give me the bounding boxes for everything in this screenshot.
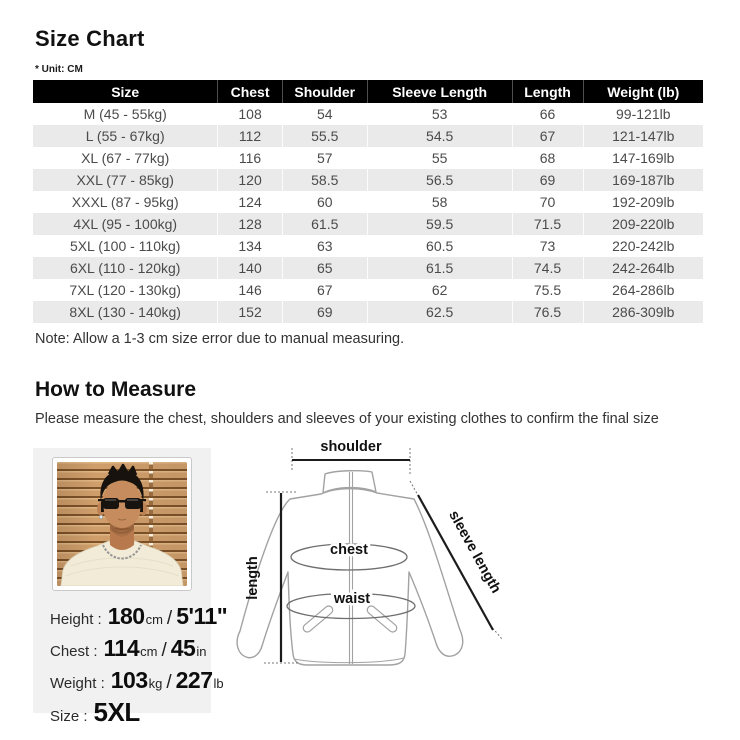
value-cell: 62: [367, 279, 512, 301]
value-cell: 112: [218, 125, 282, 147]
how-to-measure-subtitle: Please measure the chest, shoulders and sleeves of your existing clothes to confirm the final size: [35, 411, 659, 427]
size-cell: 7XL (120 - 130kg): [69, 282, 181, 298]
size-cell: 4XL (95 - 100kg): [73, 216, 178, 232]
value-cell: 61.5: [282, 213, 367, 235]
model-info-panel: [33, 448, 228, 727]
model-stat-chest: [50, 636, 211, 664]
value-cell: 63: [282, 235, 367, 257]
stat-value-metric: 103: [110, 667, 148, 693]
value-cell: 120: [218, 169, 282, 191]
value-cell: 128: [218, 213, 282, 235]
size-cell: XXL (77 - 85kg): [76, 172, 174, 188]
size-cell: XL (67 - 77kg): [81, 150, 170, 166]
value-cell: 71.5: [512, 213, 583, 235]
model-stats: [33, 591, 228, 729]
stat-unit-imperial: lb: [213, 676, 224, 691]
column-header-3: Sleeve Length: [367, 80, 512, 103]
size-cell: M (45 - 55kg): [83, 106, 167, 122]
value-cell: 108: [218, 103, 282, 125]
value-cell: 75.5: [512, 279, 583, 301]
value-cell: 124: [218, 191, 282, 213]
column-header-4: Length: [512, 80, 583, 103]
stat-unit-metric: cm: [145, 612, 163, 627]
value-cell: 70: [512, 191, 583, 213]
stat-label: Chest :: [50, 643, 98, 660]
size-table: [33, 80, 703, 323]
table-row: [33, 103, 703, 125]
length-label: length: [245, 556, 261, 600]
value-cell: 69: [512, 169, 583, 191]
stat-value-imperial: 45: [170, 635, 196, 661]
value-cell: 99-121lb: [583, 103, 703, 125]
value-cell: 57: [282, 147, 367, 169]
value-cell: 61.5: [367, 257, 512, 279]
value-cell: 56.5: [367, 169, 512, 191]
stat-unit-metric: cm: [140, 644, 158, 659]
value-cell: 66: [512, 103, 583, 125]
column-header-0: Size: [33, 80, 218, 103]
table-row: [33, 147, 703, 169]
table-note: Note: Allow a 1-3 cm size error due to manual measuring.: [35, 331, 405, 347]
size-cell: L (55 - 67kg): [85, 128, 165, 144]
value-cell: 121-147lb: [583, 125, 703, 147]
stat-label: Weight :: [50, 675, 105, 692]
garment-measure-diagram: [230, 435, 515, 720]
value-cell: 192-209lb: [583, 191, 703, 213]
table-row: [33, 213, 703, 235]
stat-value-metric: 114: [103, 635, 140, 661]
value-cell: 54: [282, 103, 367, 125]
value-cell: 59.5: [367, 213, 512, 235]
value-cell: 68: [512, 147, 583, 169]
stat-value-metric: 180: [107, 603, 145, 629]
value-cell: 116: [218, 147, 282, 169]
model-portrait-drawing: [57, 462, 187, 586]
value-cell: 242-264lb: [583, 257, 703, 279]
table-row: [33, 257, 703, 279]
value-cell: 286-309lb: [583, 301, 703, 323]
value-cell: 146: [218, 279, 282, 301]
table-row: [33, 125, 703, 147]
size-cell: 6XL (110 - 120kg): [69, 260, 181, 276]
value-cell: 58.5: [282, 169, 367, 191]
stat-separator: /: [166, 672, 172, 693]
value-cell: 69: [282, 301, 367, 323]
value-cell: 73: [512, 235, 583, 257]
page-title: Size Chart: [35, 26, 145, 51]
table-row: [33, 301, 703, 323]
shoulder-label: shoulder: [320, 439, 382, 455]
table-row: [33, 279, 703, 301]
value-cell: 67: [512, 125, 583, 147]
size-cell: 5XL (100 - 110kg): [69, 238, 181, 254]
stat-value-imperial: 227: [175, 667, 213, 693]
value-cell: 209-220lb: [583, 213, 703, 235]
size-chart-page: [0, 26, 740, 740]
stat-value-imperial: 5'11": [176, 603, 228, 629]
stat-separator: /: [166, 608, 173, 629]
value-cell: 147-169lb: [583, 147, 703, 169]
model-photo: [52, 457, 192, 591]
stat-label: Height :: [50, 611, 102, 628]
value-cell: 60: [282, 191, 367, 213]
value-cell: 55: [367, 147, 512, 169]
value-cell: 152: [218, 301, 282, 323]
value-cell: 220-242lb: [583, 235, 703, 257]
value-cell: 67: [282, 279, 367, 301]
value-cell: 65: [282, 257, 367, 279]
value-cell: 169-187lb: [583, 169, 703, 191]
stat-unit-metric: kg: [148, 676, 163, 691]
value-cell: 62.5: [367, 301, 512, 323]
stat-value-imperial: 5XL: [93, 697, 140, 727]
measure-section: [33, 439, 740, 727]
stat-separator: /: [161, 640, 167, 661]
value-cell: 76.5: [512, 301, 583, 323]
table-row: [33, 235, 703, 257]
column-header-5: Weight (lb): [583, 80, 703, 103]
value-cell: 140: [218, 257, 282, 279]
sleeve-length-label: sleeve length: [445, 508, 504, 597]
column-header-1: Chest: [218, 80, 282, 103]
column-header-2: Shoulder: [282, 80, 367, 103]
value-cell: 264-286lb: [583, 279, 703, 301]
table-row: [33, 169, 703, 191]
value-cell: 58: [367, 191, 512, 213]
size-cell: XXXL (87 - 95kg): [71, 194, 179, 210]
unit-note: * Unit: CM: [35, 64, 83, 75]
how-to-measure-title: How to Measure: [35, 378, 197, 401]
model-photo-image: [57, 462, 187, 586]
stat-label: Size :: [50, 708, 88, 725]
size-cell: 8XL (130 - 140kg): [69, 304, 181, 320]
chest-label: chest: [330, 542, 368, 558]
table-row: [33, 191, 703, 213]
model-stat-weight: [50, 667, 224, 696]
size-table-header-row: [33, 80, 703, 103]
stat-unit-imperial: in: [196, 644, 207, 659]
waist-label: waist: [333, 591, 371, 607]
model-stat-size: [50, 697, 211, 729]
value-cell: 74.5: [512, 257, 583, 279]
value-cell: 134: [218, 235, 282, 257]
value-cell: 53: [367, 103, 512, 125]
model-stat-height: [50, 603, 228, 632]
value-cell: 60.5: [367, 235, 512, 257]
value-cell: 54.5: [367, 125, 512, 147]
value-cell: 55.5: [282, 125, 367, 147]
